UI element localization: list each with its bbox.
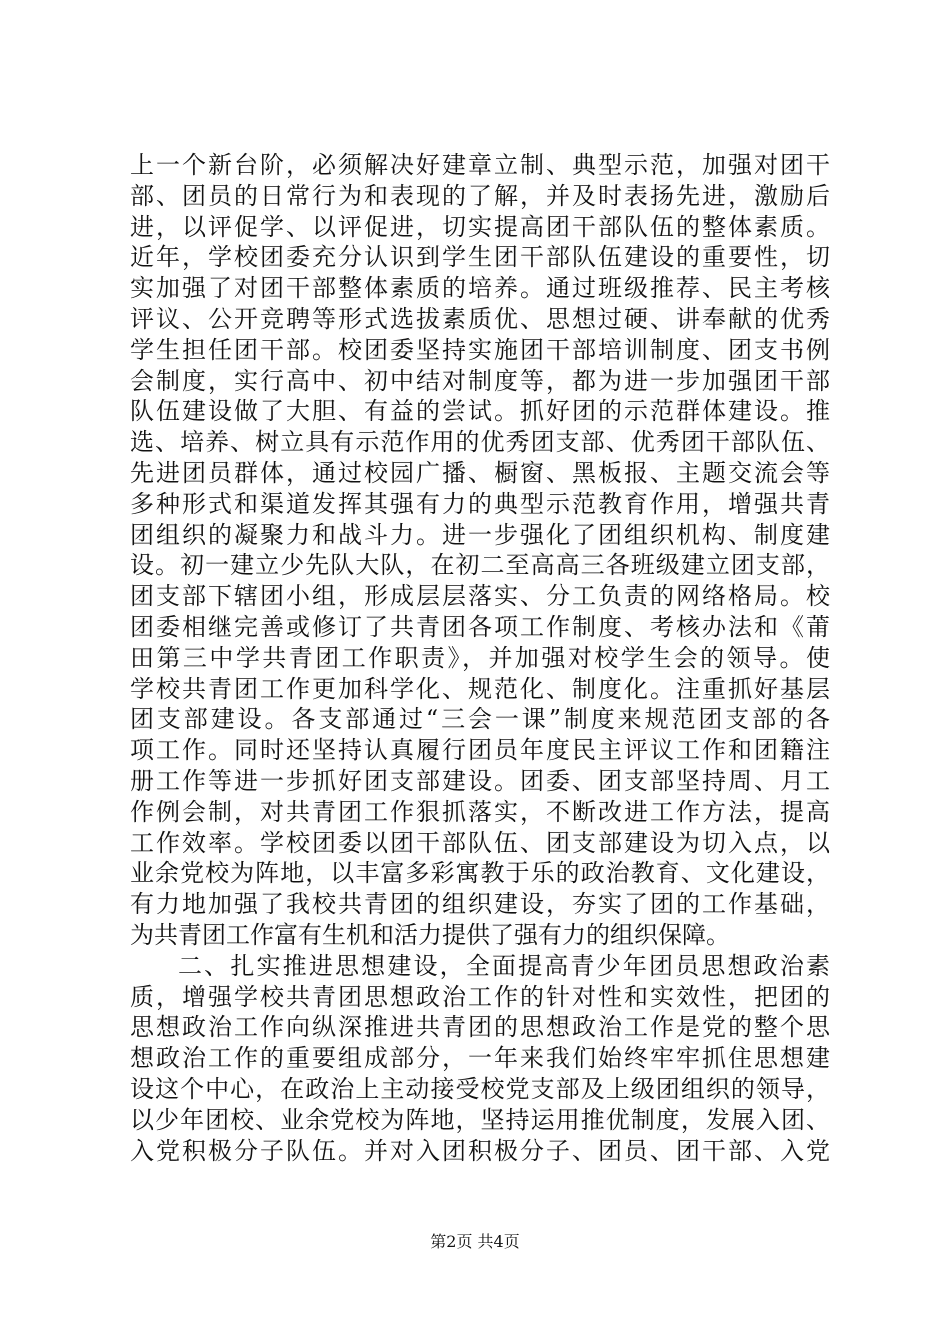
- text-line: 学生担任团干部。校团委坚持实施团干部培训制度、团支书例: [130, 335, 830, 364]
- text-line: 思想政治工作向纵深推进共青团的思想政治工作是党的整个思: [130, 1013, 830, 1042]
- text-line: 团支部建设。各支部通过“三会一课”制度来规范团支部的各: [130, 705, 830, 734]
- text-line: 项工作。同时还坚持认真履行团员年度民主评议工作和团籍注: [130, 736, 830, 765]
- text-line: 以少年团校、业余党校为阵地，坚持运用推优制度，发展入团、: [130, 1105, 830, 1134]
- text-line: 册工作等进一步抓好团支部建设。团委、团支部坚持周、月工: [130, 766, 830, 795]
- page-number: 第2页 共4页: [430, 1232, 520, 1251]
- text-line: 入党积极分子队伍。并对入团积极分子、团员、团干部、入党: [130, 1136, 830, 1165]
- text-line: 业余党校为阵地，以丰富多彩寓教于乐的政治教育、文化建设，: [130, 859, 830, 888]
- text-line: 设。初一建立少先队大队，在初二至高高三各班级建立团支部，: [130, 551, 830, 580]
- text-line: 质，增强学校共青团思想政治工作的针对性和实效性，把团的: [130, 982, 830, 1011]
- body-text: [130, 150, 830, 1166]
- text-line: 团支部下辖团小组，形成层层落实、分工负责的网络格局。校: [130, 582, 830, 611]
- page-footer: [0, 1230, 950, 1254]
- text-line: 部、团员的日常行为和表现的了解，并及时表扬先进，激励后: [130, 181, 830, 210]
- text-line: 为共青团工作富有生机和活力提供了强有力的组织保障。: [130, 920, 730, 949]
- text-line: 评议、公开竞聘等形式选拔素质优、思想过硬、讲奉献的优秀: [130, 304, 830, 333]
- text-line: 先进团员群体，通过校园广播、橱窗、黑板报、主题交流会等: [130, 458, 830, 487]
- text-line: 进，以评促学、以评促进，切实提高团干部队伍的整体素质。: [130, 212, 830, 241]
- text-line: 工作效率。学校团委以团干部队伍、团支部建设为切入点，以: [130, 828, 830, 857]
- text-line: 有力地加强了我校共青团的组织建设，夯实了团的工作基础，: [130, 890, 830, 919]
- text-line: 会制度，实行高中、初中结对制度等，都为进一步加强团干部: [130, 366, 830, 395]
- text-line: 想政治工作的重要组成部分，一年来我们始终牢牢抓住思想建: [130, 1044, 830, 1073]
- text-line: 上一个新台阶，必须解决好建章立制、典型示范，加强对团干: [130, 151, 830, 179]
- text-line: 二、扎实推进思想建设，全面提高青少年团员思想政治素: [178, 951, 830, 980]
- text-line: 实加强了对团干部整体素质的培养。通过班级推荐、民主考核: [130, 274, 830, 303]
- text-line: 作例会制，对共青团工作狠抓落实，不断改进工作方法，提高: [130, 797, 830, 826]
- text-line: 设这个中心，在政治上主动接受校党支部及上级团组织的领导，: [130, 1074, 830, 1103]
- text-line: 学校共青团工作更加科学化、规范化、制度化。注重抓好基层: [130, 674, 830, 703]
- text-line: 近年，学校团委充分认识到学生团干部队伍建设的重要性，切: [130, 243, 830, 272]
- text-line: 多种形式和渠道发挥其强有力的典型示范教育作用，增强共青: [130, 489, 830, 518]
- text-line: 选、培养、树立具有示范作用的优秀团支部、优秀团干部队伍、: [130, 428, 830, 457]
- text-line: 队伍建设做了大胆、有益的尝试。抓好团的示范群体建设。推: [130, 397, 830, 426]
- text-line: 团组织的凝聚力和战斗力。进一步强化了团组织机构、制度建: [130, 520, 830, 549]
- text-line: 田第三中学共青团工作职责》，并加强对校学生会的领导。使: [130, 643, 830, 672]
- text-line: 团委相继完善或修订了共青团各项工作制度、考核办法和《莆: [130, 612, 830, 641]
